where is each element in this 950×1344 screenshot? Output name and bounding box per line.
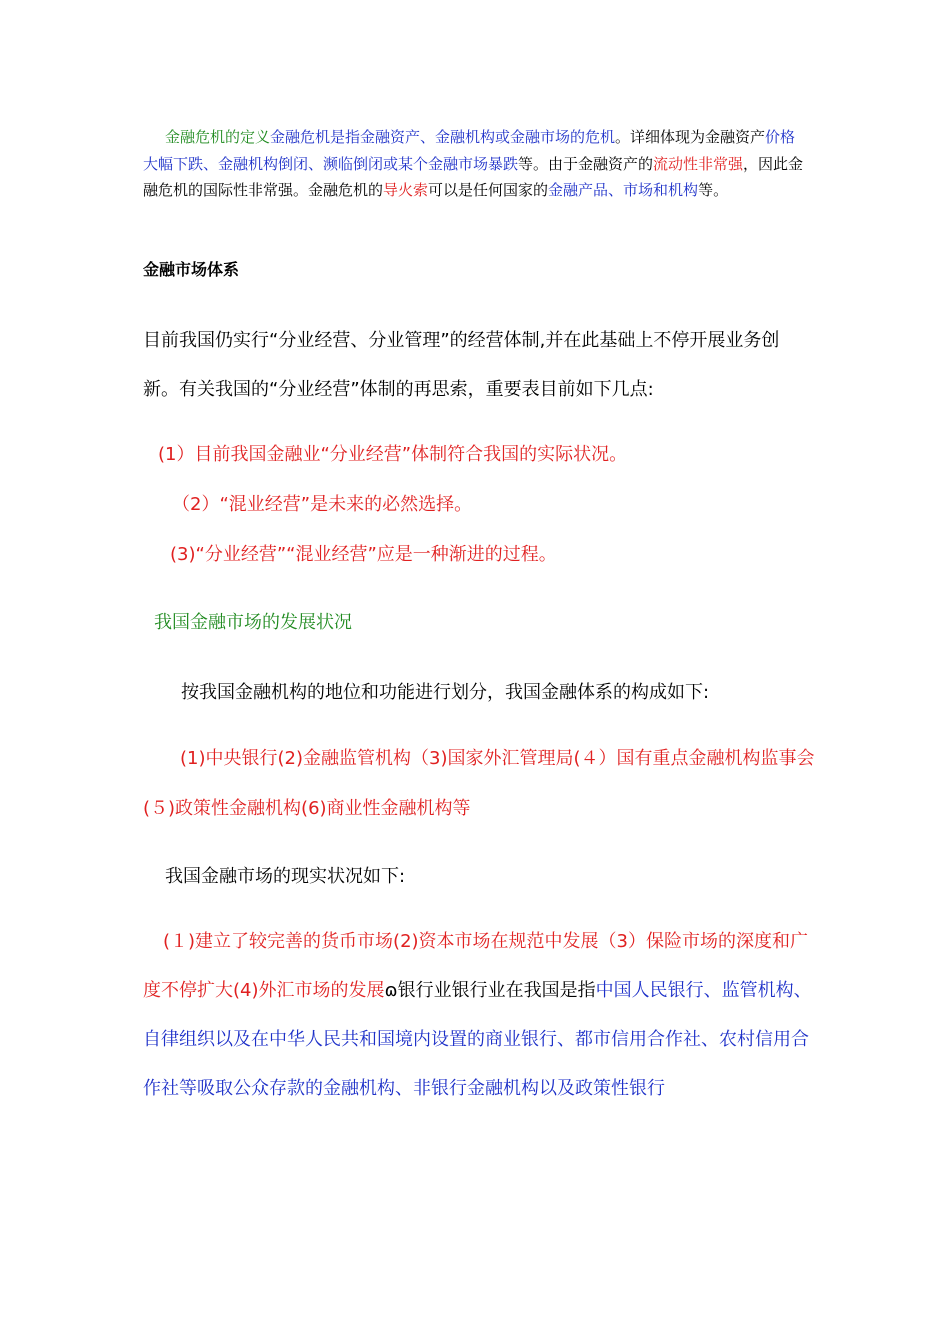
market-status-list: (１)建立了较完善的货币市场(2)资本市场在规范中发展（3）保险市场的深度和广度不停扩大(4)外汇市场的发展 (143, 931, 808, 1001)
business-system-paragraph: 目前我国仍实行“分业经营、分业管理”的经营体制,并在此基础上不停开展业务创新。有关我国的“分业经营”体制的再思索，重要表目前如下几点: (143, 330, 780, 400)
crisis-definition-text: 金融危机是指金融资产、金融机构或金融市场的危机 (270, 128, 616, 146)
products-markets-text: 金融产品、市场和机构 (548, 181, 699, 199)
market-status-paragraph (143, 917, 823, 1113)
any-country-text: 可以是任何国家的 (428, 181, 549, 199)
point-3: (3)“分业经营”“混业经营”应是一种渐进的过程。 (170, 544, 557, 565)
crisis-detail-text: 。详细体现为金融资产 (615, 128, 766, 146)
current-status-intro: 我国金融市场的现实状况如下: (165, 866, 406, 887)
institutions-list: (1)中央银行(2)金融监管机构（3)国家外汇管理局(４）国有重点金融机构监事会(５)政策性金融机构(6)商业性金融机构等 (143, 748, 815, 819)
market-system-heading: 金融市场体系 (143, 260, 240, 279)
development-heading: 我国金融市场的发展状况 (154, 612, 352, 633)
structure-intro: 按我国金融机构的地位和功能进行划分，我国金融体系的构成如下: (181, 682, 710, 703)
point-2: （2）“混业经营”是未来的必然选择。 (172, 494, 473, 515)
financial-crisis-paragraph (143, 124, 808, 204)
liquidity-text: 流动性非常强 (653, 154, 744, 173)
banking-definition-text: 中国人民银行、监管机构、自律组织以及在中华人民共和国境内设置的商业银行、都市信用合作社、农村信用合作社等吸取公众存款的金融机构、非银行金融机构以及政策性银行 (143, 980, 812, 1099)
crisis-symptoms-text: 价格大幅下跌、金融机构倒闭、濒临倒闭或某个金融市场暴跌 (143, 128, 796, 173)
ending-text: 等。 (698, 181, 729, 199)
crisis-definition-label: 金融危机的定义 (165, 128, 271, 146)
international-text: ，因此金融危机的国际性非常强。金融危机的 (143, 154, 804, 199)
trigger-text: 导火索 (383, 181, 429, 199)
banking-definition-lead: ɷ银行业银行业在我国是指 (384, 980, 596, 1001)
point-1: (1）目前我国金融业“分业经营”体制符合我国的实际状况。 (158, 444, 628, 465)
crisis-transition-text: 等。由于金融资产的 (518, 154, 654, 173)
